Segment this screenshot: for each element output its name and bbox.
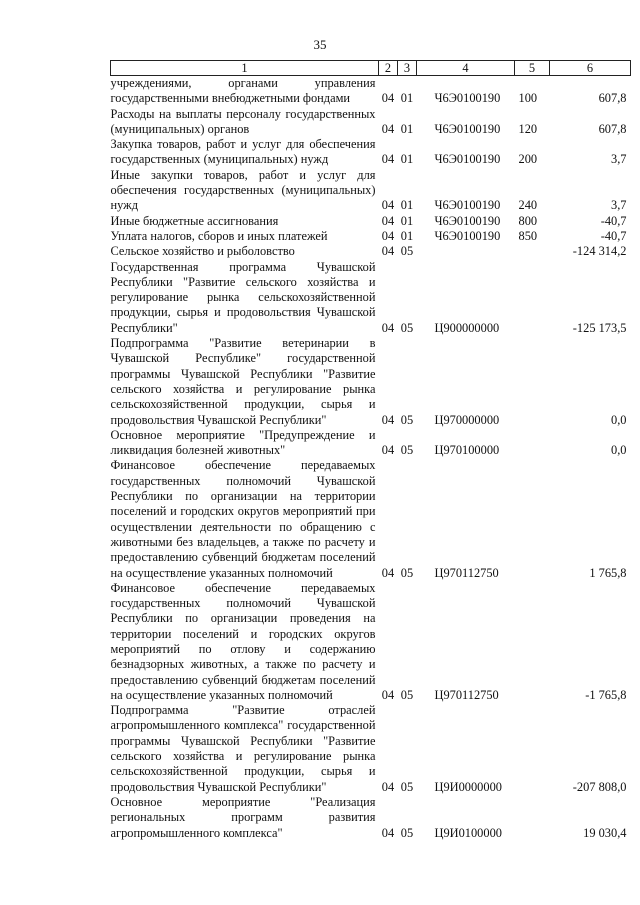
page-number: 35: [313, 37, 327, 52]
row-target-code: Ц970112750: [434, 565, 499, 580]
row-section: 04: [381, 228, 395, 243]
row-subsection: 05: [400, 779, 414, 794]
row-name: Расходы на выплаты персоналу государственных (муниципальных) органов: [110, 106, 376, 136]
table-row: [111, 168, 631, 214]
row-name: Сельское хозяйство и рыболовство: [110, 244, 295, 259]
row-section: 04: [381, 152, 395, 167]
row-expense-type: 200: [518, 152, 538, 167]
table-row: [111, 581, 631, 703]
row-amount: 0,0: [611, 412, 627, 427]
header-col-2: 2: [379, 61, 398, 76]
row-section: 04: [381, 412, 395, 427]
row-subsection: 05: [400, 320, 414, 335]
row-subsection: 01: [400, 152, 414, 167]
row-expense-type: [515, 244, 550, 259]
row-subsection: 05: [400, 825, 414, 840]
table-row: [111, 76, 631, 107]
row-section: 04: [381, 320, 395, 335]
row-section: 04: [381, 443, 395, 458]
row-amount: 0,0: [611, 443, 627, 458]
table-row: [111, 214, 631, 229]
row-section: 04: [381, 91, 395, 106]
row-amount: 19 030,4: [583, 825, 627, 840]
header-col-3: 3: [398, 61, 417, 76]
row-name: учреждениями, органами управления государственными внебюджетными фондами: [110, 76, 376, 106]
row-target-code: Ц970100000: [434, 443, 500, 458]
row-name: Подпрограмма "Развитие отраслей агропромышленного комплекса" государственной программы Чувашской Республики "Развитие сельского хозяйства и регулирование рынка сельскохозяйственной продукции, сырья и продовольствия Чувашской Республики": [110, 703, 376, 794]
table-body: [111, 76, 631, 841]
row-amount: -40,7: [600, 213, 627, 228]
row-amount: 607,8: [598, 121, 627, 136]
row-target-code: Ч6Э0100190: [434, 91, 501, 106]
row-expense-type: [515, 581, 550, 703]
row-subsection: 01: [400, 198, 414, 213]
row-subsection: 01: [400, 213, 414, 228]
row-target-code: Ц9И0100000: [434, 825, 502, 840]
row-name: Основное мероприятие "Предупреждение и ликвидация болезней животных": [110, 427, 376, 458]
row-amount: 607,8: [598, 91, 627, 106]
header-col-1: 1: [111, 61, 379, 76]
row-expense-type: [515, 703, 550, 795]
table-row: [111, 260, 631, 336]
row-amount: 1 765,8: [589, 565, 627, 580]
row-amount: -40,7: [600, 228, 627, 243]
row-expense-type: [515, 795, 550, 841]
row-target-code: Ц970000000: [434, 412, 500, 427]
row-target-code: Ч6Э0100190: [434, 121, 501, 136]
row-section: 04: [381, 779, 395, 794]
table-row: [111, 703, 631, 795]
row-name: Уплата налогов, сборов и иных платежей: [110, 228, 328, 243]
row-subsection: 05: [400, 443, 414, 458]
header-col-5: 5: [515, 61, 550, 76]
row-target-code: Ч6Э0100190: [434, 213, 501, 228]
row-section: 04: [381, 825, 395, 840]
table-row: [111, 428, 631, 459]
table-row: [111, 107, 631, 138]
table-row: [111, 458, 631, 580]
budget-table: [110, 60, 631, 841]
row-section: 04: [381, 244, 395, 259]
row-name: Государственная программа Чувашской Республики "Развитие сельского хозяйства и регулирование рынка сельскохозяйственной продукции, сырья и продовольствия Чувашской Республики": [110, 259, 376, 335]
header-col-4: 4: [417, 61, 515, 76]
header-col-6: 6: [550, 61, 631, 76]
row-subsection: 05: [400, 412, 414, 427]
row-subsection: 01: [400, 121, 414, 136]
row-name: Финансовое обеспечение передаваемых государственных полномочий Чувашской Республики по организации на территории поселений и городских округов мероприятий при осуществлении деятельности по обращению с животными без владельцев, а также по расчету и предоставлению субвенций бюджетам поселений на осуществление указанных полномочий: [110, 458, 376, 580]
row-target-code: Ц970112750: [434, 687, 499, 702]
row-section: 04: [381, 565, 395, 580]
row-section: 04: [381, 198, 395, 213]
row-expense-type: 800: [518, 213, 538, 228]
row-target-code: Ч6Э0100190: [434, 228, 501, 243]
row-expense-type: 100: [518, 91, 538, 106]
row-subsection: 05: [400, 687, 414, 702]
table-row: [111, 244, 631, 259]
row-expense-type: 120: [518, 121, 538, 136]
row-target-code: Ч6Э0100190: [434, 152, 501, 167]
row-expense-type: [515, 428, 550, 459]
row-name: Основное мероприятие "Реализация региональных программ развития агропромышленного комплекса": [110, 794, 376, 840]
row-amount: 3,7: [611, 198, 627, 213]
row-expense-type: [515, 458, 550, 580]
row-name: Иные бюджетные ассигнования: [110, 213, 279, 228]
table-row: [111, 137, 631, 168]
row-expense-type: 240: [518, 198, 538, 213]
row-section: 04: [381, 121, 395, 136]
row-amount: -207 808,0: [572, 779, 627, 794]
row-subsection: 01: [400, 91, 414, 106]
row-amount: -124 314,2: [572, 244, 627, 259]
row-amount: -1 765,8: [585, 687, 627, 702]
row-target-code: Ч6Э0100190: [434, 198, 501, 213]
row-target-code: Ц900000000: [434, 320, 500, 335]
row-target-code: Ц9И0000000: [434, 779, 502, 794]
header-row: [111, 61, 631, 76]
table-row: [111, 336, 631, 428]
row-expense-type: [515, 260, 550, 336]
row-name: Подпрограмма "Развитие ветеринарии в Чувашской Республике" государственной программы Чувашской Республики "Развитие сельского хозяйства и регулирование рынка сельскохозяйственной продукции, сырья и продовольствия Чувашской Республики": [110, 336, 376, 427]
row-subsection: 05: [400, 565, 414, 580]
row-subsection: 05: [400, 244, 414, 259]
table-row: [111, 795, 631, 841]
row-expense-type: [515, 336, 550, 428]
row-amount: 3,7: [611, 152, 627, 167]
row-expense-type: 850: [518, 228, 538, 243]
row-name: Финансовое обеспечение передаваемых государственных полномочий Чувашской Республики по организации проведения на территории поселений и городских округов мероприятий по отлову и содержанию безнадзорных животных, а также по расчету и предоставлению субвенций бюджетам поселений на осуществление указанных полномочий: [110, 580, 376, 702]
row-subsection: 01: [400, 228, 414, 243]
row-section: 04: [381, 213, 395, 228]
row-name: Иные закупки товаров, работ и услуг для обеспечения государственных (муниципальных) нужд: [110, 167, 376, 213]
row-section: 04: [381, 687, 395, 702]
row-name: Закупка товаров, работ и услуг для обеспечения государственных (муниципальных) нужд: [110, 137, 376, 167]
table-row: [111, 229, 631, 244]
row-amount: -125 173,5: [572, 320, 627, 335]
table-header: [111, 61, 631, 76]
row-target-code: [417, 244, 515, 259]
